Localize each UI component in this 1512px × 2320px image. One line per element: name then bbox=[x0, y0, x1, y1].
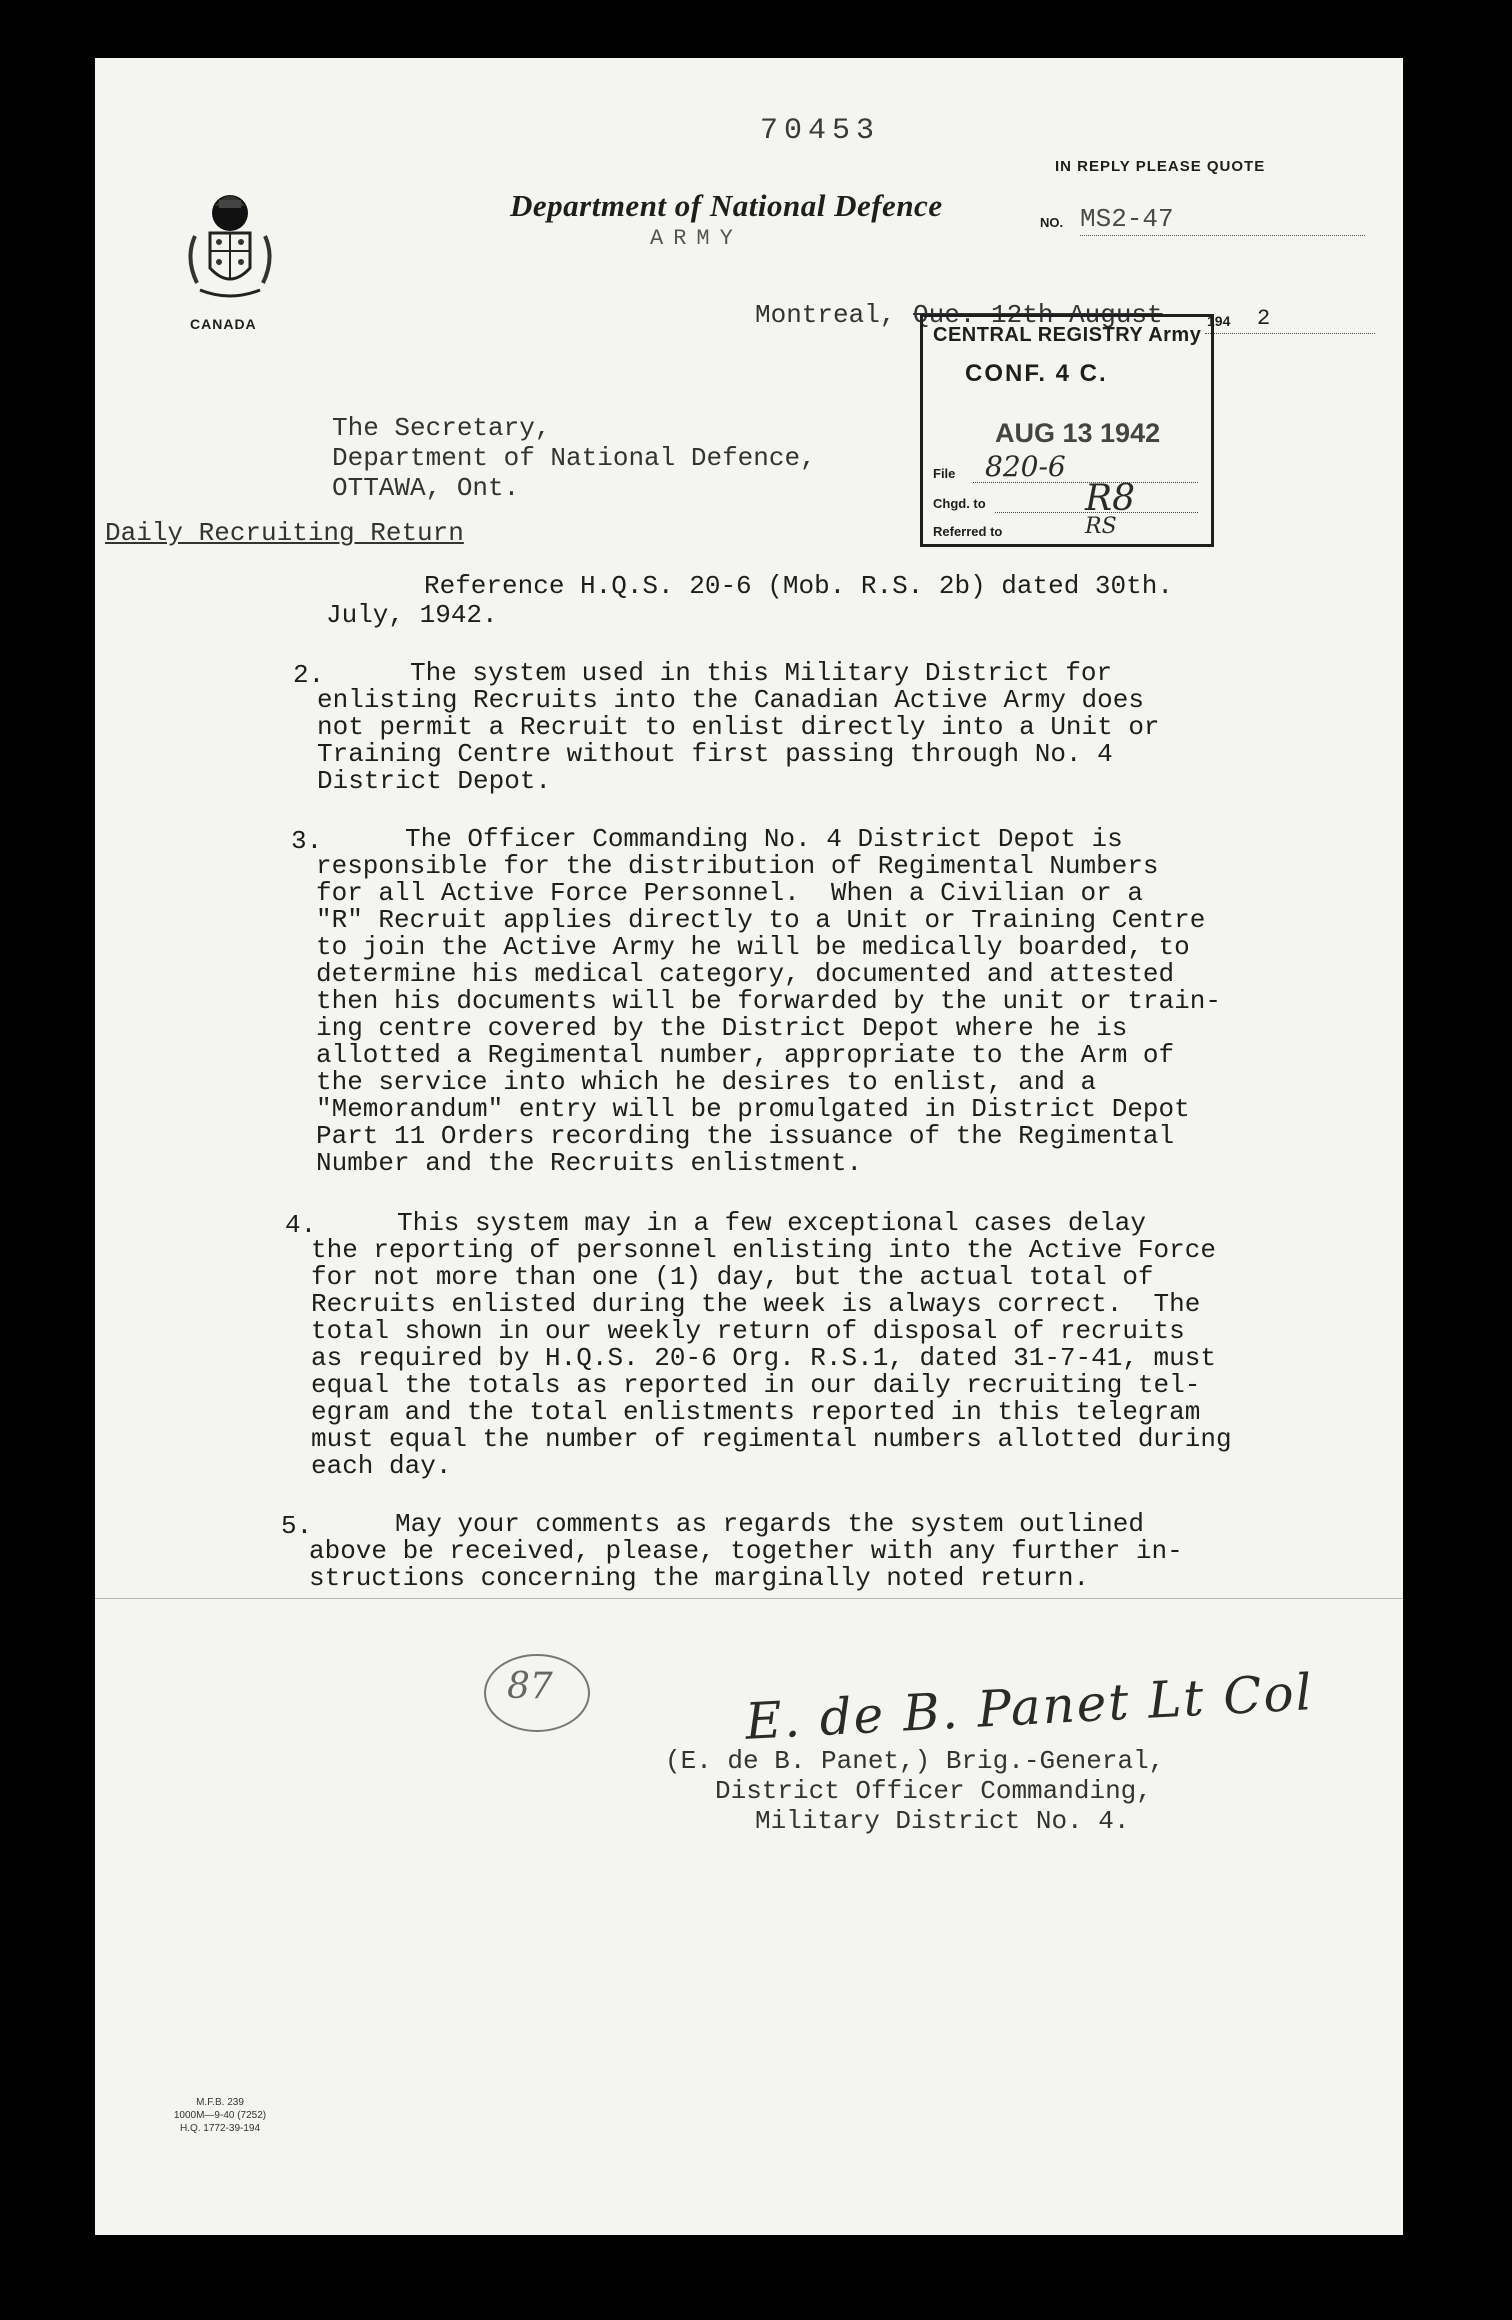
paragraph-line: to join the Active Army he will be medically boarded, to bbox=[316, 932, 1190, 962]
margin-note: 87 bbox=[507, 1666, 553, 1707]
paragraph-line: the reporting of personnel enlisting into the Active Force bbox=[311, 1235, 1216, 1265]
stamp-date: AUG 13 1942 bbox=[995, 418, 1161, 448]
year-prefix: 194 bbox=[1207, 313, 1231, 329]
paragraph-line: the service into which he desires to enlist, and a bbox=[316, 1067, 1097, 1097]
form-code-line: 1000M—9-40 (7252) bbox=[173, 2110, 267, 2121]
letter-page bbox=[95, 58, 1403, 2235]
addressee-line: OTTAWA, Ont. bbox=[332, 473, 520, 503]
paragraph-line: "Memorandum" entry will be promulgated in District Depot bbox=[316, 1094, 1190, 1124]
stamp-chgd-value: R8 bbox=[1085, 478, 1136, 519]
paragraph-number: 5. bbox=[281, 1511, 313, 1541]
paragraph-line: Reference H.Q.S. 20-6 (Mob. R.S. 2b) dated 30th. bbox=[424, 571, 1173, 601]
paragraph-line: egram and the total enlistments reported in this telegram bbox=[311, 1397, 1201, 1427]
handwritten-signature: E. de B. Panet Lt Col bbox=[743, 1663, 1315, 1751]
paragraph-line: each day. bbox=[311, 1451, 452, 1481]
form-code-line: H.Q. 1772-39-194 bbox=[179, 2123, 261, 2134]
signature-line: Military District No. 4. bbox=[755, 1806, 1130, 1836]
paragraph-line: determine his medical category, documented and attested bbox=[316, 959, 1175, 989]
paragraph-line: Number and the Recruits enlistment. bbox=[316, 1148, 863, 1178]
addressee-line: Department of National Defence, bbox=[332, 443, 816, 473]
dateline-place: Montreal, bbox=[755, 300, 896, 330]
paragraph-line: above be received, please, together with any further in- bbox=[309, 1536, 1183, 1566]
country-label: CANADA bbox=[190, 316, 257, 332]
paragraph-line: responsible for the distribution of Regimental Numbers bbox=[316, 851, 1159, 881]
paragraph-line: equal the totals as reported in our daily recruiting tel- bbox=[311, 1370, 1201, 1400]
paragraph-line: May your comments as regards the system outlined bbox=[395, 1509, 1144, 1539]
paragraph-line: then his documents will be forwarded by the unit or train- bbox=[316, 986, 1221, 1016]
paragraph-line: Recruits enlisted during the week is always correct. The bbox=[311, 1289, 1201, 1319]
stamp-registry-line: CENTRAL REGISTRY Army bbox=[933, 324, 1202, 346]
paragraph-line: District Depot. bbox=[317, 766, 552, 796]
paragraph-line: must equal the number of regimental numbers allotted during bbox=[311, 1424, 1232, 1454]
paragraph-line: "R" Recruit applies directly to a Unit or Training Centre bbox=[316, 905, 1206, 935]
reference-no-value: MS2-47 bbox=[1080, 204, 1174, 234]
paragraph-line: enlisting Recruits into the Canadian Active Army does bbox=[317, 685, 1144, 715]
reference-no-label: NO. bbox=[1040, 215, 1064, 230]
dateline-struck-date: Que. 12th August bbox=[913, 300, 1163, 330]
signature-line: (E. de B. Panet,) Brig.-General, bbox=[665, 1746, 1165, 1776]
stamp-conf-line: CONF. 4 C. bbox=[965, 360, 1108, 387]
reply-quote-label: IN REPLY PLEASE QUOTE bbox=[1055, 158, 1266, 175]
date-line bbox=[1205, 333, 1375, 334]
stamp-file-value: 820-6 bbox=[985, 450, 1066, 483]
paragraph-line: Training Centre without first passing through No. 4 bbox=[317, 739, 1113, 769]
branch-label: ARMY bbox=[650, 226, 743, 251]
year-digit: 2 bbox=[1257, 306, 1271, 331]
form-code-block bbox=[95, 2096, 345, 2135]
paragraph-line: not permit a Recruit to enlist directly into a Unit or bbox=[317, 712, 1160, 742]
paragraph-line: ing centre covered by the District Depot where he is bbox=[316, 1013, 1128, 1043]
reference-no-line bbox=[1080, 235, 1365, 236]
coat-of-arms-icon bbox=[175, 178, 285, 308]
signature-line: District Officer Commanding, bbox=[715, 1776, 1152, 1806]
stamp-referred-value: RS bbox=[1085, 514, 1117, 539]
paragraph-line: Part 11 Orders recording the issuance of the Regimental bbox=[316, 1121, 1175, 1151]
subject-heading: Daily Recruiting Return bbox=[105, 518, 464, 548]
paragraph-line: July, 1942. bbox=[326, 600, 498, 630]
paragraph-line: for not more than one (1) day, but the actual total of bbox=[311, 1262, 1154, 1292]
addressee-block bbox=[332, 413, 816, 503]
paragraph-number: 2. bbox=[293, 660, 325, 690]
file-number: 70453 bbox=[760, 114, 881, 148]
signature-block bbox=[665, 1746, 1164, 1836]
paragraph-line: structions concerning the marginally noted return. bbox=[309, 1563, 1090, 1593]
paragraph-number: 4. bbox=[285, 1210, 317, 1240]
stamp-file-label: File bbox=[933, 466, 956, 481]
paragraph-line: This system may in a few exceptional cases delay bbox=[397, 1208, 1146, 1238]
page-fold-line bbox=[95, 1598, 1403, 1599]
stamp-referred-label: Referred to bbox=[933, 524, 1003, 539]
paragraph-line: The Officer Commanding No. 4 District Depot is bbox=[405, 824, 1123, 854]
paragraph-number: 3. bbox=[291, 826, 323, 856]
department-heading: Department of National Defence bbox=[510, 188, 943, 223]
stamp-chgd-label: Chgd. to bbox=[933, 496, 986, 511]
paragraph-line: as required by H.Q.S. 20-6 Org. R.S.1, dated 31-7-41, must bbox=[311, 1343, 1216, 1373]
addressee-line: The Secretary, bbox=[332, 413, 551, 443]
paragraph-line: The system used in this Military District for bbox=[410, 658, 1113, 688]
form-code-line: M.F.B. 239 bbox=[196, 2097, 244, 2108]
paragraph-line: allotted a Regimental number, appropriate to the Arm of bbox=[316, 1040, 1175, 1070]
paragraph-line: total shown in our weekly return of disposal of recruits bbox=[311, 1316, 1185, 1346]
paragraph-line: for all Active Force Personnel. When a Civilian or a bbox=[316, 878, 1143, 908]
